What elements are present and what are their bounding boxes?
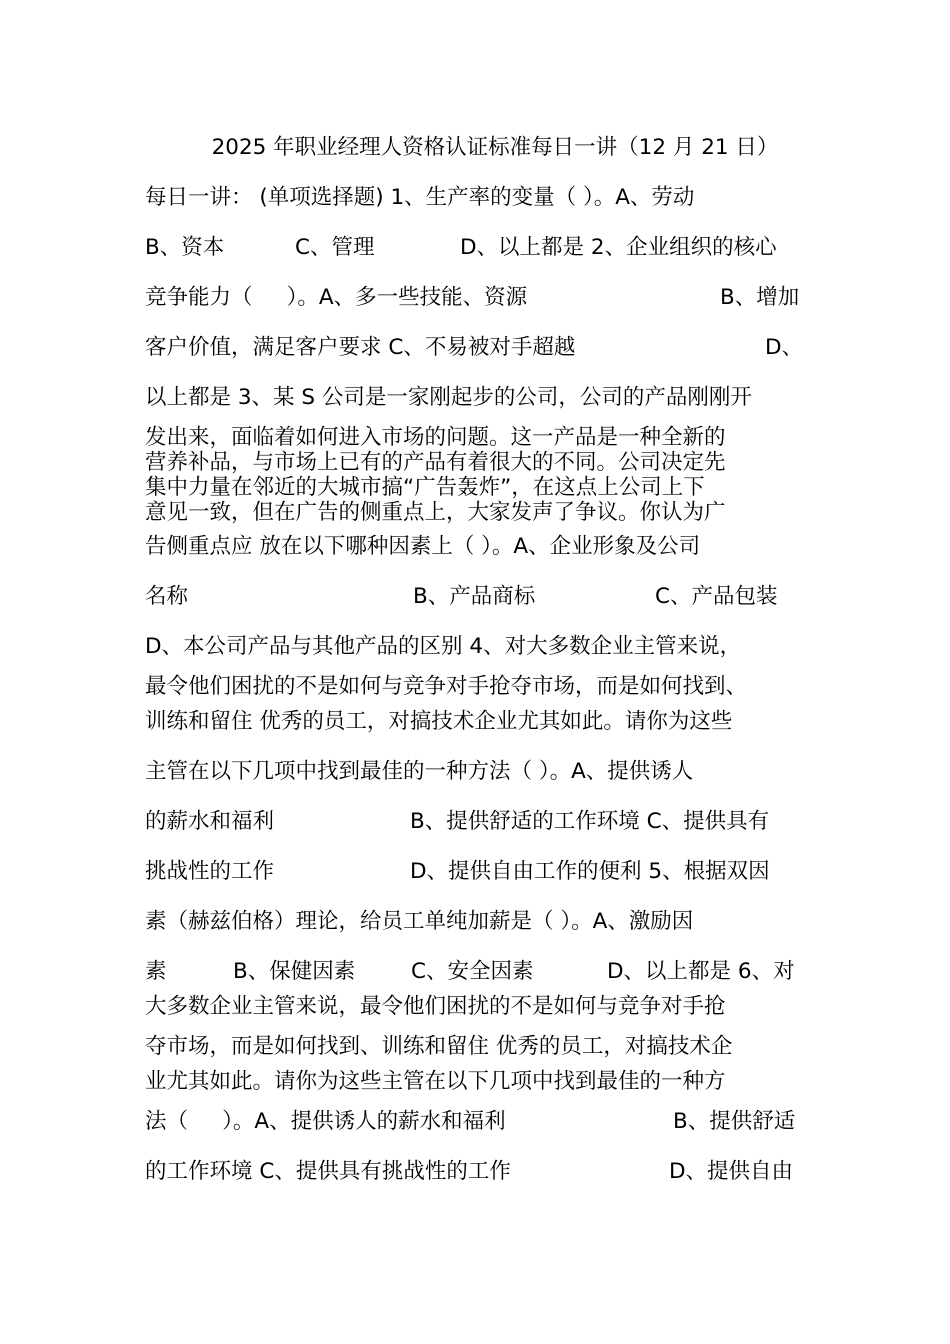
text-segment: B、提供舒适 (673, 1109, 796, 1134)
text-segment: C、产品包装 (655, 584, 778, 609)
text-segment: D、以上都是 2、企业组织的核心 (460, 235, 777, 260)
text-segment: 法（ ）。A、提供诱人的薪水和福利 (145, 1109, 506, 1134)
text-segment: B、增加 (720, 285, 800, 310)
text-line (145, 1107, 807, 1137)
text-segment: 的薪水和福利 (145, 809, 275, 834)
text-segment: B、保健因素 (233, 959, 356, 984)
text-segment: D、提供自由 (669, 1159, 794, 1184)
text-segment: D、本公司产品与其他产品的区别 4、对大多数企业主管来说， (145, 634, 742, 659)
text-line (145, 757, 807, 796)
text-segment: 名称 (145, 584, 189, 609)
text-segment: D、提供自由工作的便利 5、根据双因 (410, 859, 770, 884)
text-line (145, 333, 807, 363)
text-line (145, 383, 807, 422)
text-line (145, 283, 807, 313)
text-segment: B、提供舒适的工作环境 C、提供具有 (410, 809, 770, 834)
text-line (145, 707, 807, 746)
text-segment: 客户价值，满足客户要求 C、不易被对手超越 (145, 335, 576, 360)
text-line (145, 582, 807, 612)
document-title: 2025 年职业经理人资格认证标准每日一讲（12 月 21 日） (211, 135, 779, 160)
text-segment: 发出来，面临着如何进入市场的问题。这一产品是一种全新的 (145, 425, 726, 450)
text-segment: 集中力量在邻近的大城市搞“广告轰炸”，在这点上公司上下 (145, 475, 705, 500)
text-segment: 营养补品，与市场上已有的产品有着很大的不同。公司决定先 (145, 450, 726, 475)
text-segment: 夺市场，而是如何找到、训练和留住 优秀的员工，对搞技术企 (145, 1034, 733, 1059)
text-line (145, 907, 807, 946)
text-segment: 最令他们困扰的不是如何与竞争对手抢夺市场，而是如何找到、 (145, 674, 748, 699)
text-line (145, 1067, 807, 1106)
text-segment: D、 (765, 335, 804, 360)
text-segment: 的工作环境 C、提供具有挑战性的工作 (145, 1159, 511, 1184)
text-segment: B、资本 (145, 235, 225, 260)
text-segment: 大多数企业主管来说，最令他们困扰的不是如何与竞争对手抢 (145, 994, 726, 1019)
text-segment: 以上都是 3、某 S 公司是一家刚起步的公司，公司的产品刚刚开 (145, 385, 752, 410)
text-line (145, 857, 807, 887)
text-segment: C、管理 (295, 235, 375, 260)
text-line (145, 807, 807, 837)
text-segment: 主管在以下几项中找到最佳的一种方法（ ）。A、提供诱人 (145, 759, 694, 784)
text-segment: 素 (145, 959, 167, 984)
text-line (145, 1032, 807, 1071)
text-segment: 业尤其如此。请你为这些主管在以下几项中找到最佳的一种方 (145, 1069, 726, 1094)
text-line (145, 672, 807, 711)
text-segment: 意见一致，但在广告的侧重点上，大家发声了争议。你认为广 (145, 500, 726, 525)
text-segment: 训练和留住 优秀的员工，对搞技术企业尤其如此。请你为这些 (145, 709, 733, 734)
text-segment: 挑战性的工作 (145, 859, 275, 884)
text-segment: C、安全因素 (411, 959, 534, 984)
text-line (145, 632, 807, 671)
text-line (145, 532, 807, 571)
text-line (145, 1157, 807, 1187)
text-segment: 每日一讲： (单项选择题) 1、生产率的变量（ ）。A、劳动 (145, 185, 695, 210)
text-line (145, 233, 807, 263)
text-segment: 素（赫兹伯格）理论，给员工单纯加薪是（ ）。A、激励因 (145, 909, 694, 934)
text-line (145, 183, 807, 222)
text-segment: B、产品商标 (413, 584, 536, 609)
text-line (145, 957, 807, 987)
text-segment: 竞争能力（ ）。A、多一些技能、资源 (145, 285, 528, 310)
text-segment: D、以上都是 6、对 (607, 959, 795, 984)
text-line (145, 992, 807, 1031)
text-segment: 告侧重点应 放在以下哪种因素上（ ）。A、企业形象及公司 (145, 534, 701, 559)
